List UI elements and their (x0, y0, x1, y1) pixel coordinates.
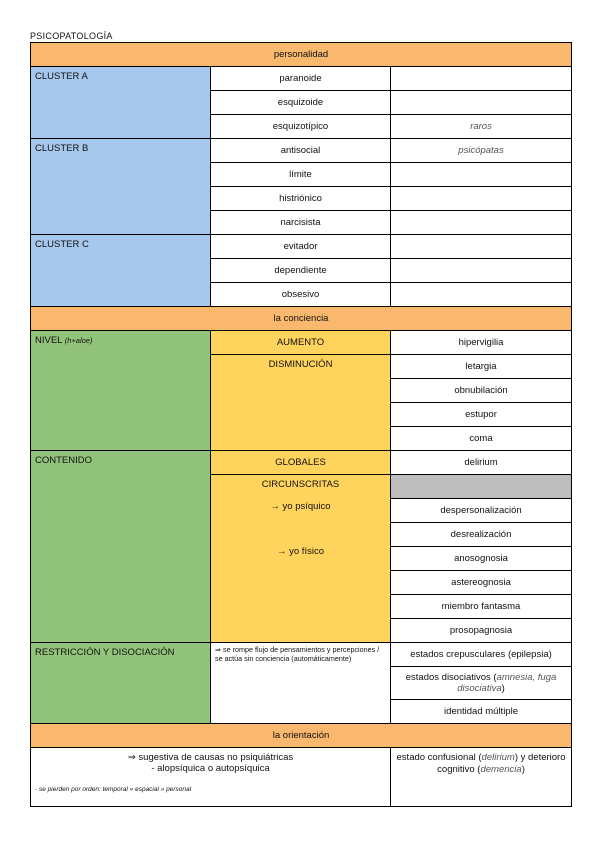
yo-fisico-label: → yo físico (277, 546, 324, 557)
disorder-evitador: evitador (211, 235, 391, 259)
section-header-conciencia: la conciencia (31, 307, 572, 331)
orient-right-a: estado confusional ( (396, 752, 482, 763)
circunscritas-block (211, 475, 391, 643)
note-empty (391, 187, 572, 211)
orientacion-left (31, 748, 391, 807)
disorder-narcisista: narcisista (211, 211, 391, 235)
note-empty (391, 259, 572, 283)
orientacion-line1: ⇒ sugestiva de causas no psiquiátricas (127, 752, 294, 763)
empty-gray-cell (391, 475, 572, 499)
section-header-personalidad: personalidad (31, 43, 572, 67)
orientacion-footnote: · se pierden por orden: temporal » espacial » personal (35, 786, 192, 793)
orient-right-e: ) (521, 763, 525, 775)
orient-right-c: ) y deterioro cognitivo ( (437, 752, 566, 775)
item-delirium: delirium (391, 451, 572, 475)
note-raros: raros (391, 115, 572, 139)
disorder-esquizoide: esquizoide (211, 91, 391, 115)
disorder-dependiente: dependiente (211, 259, 391, 283)
item-prosopagnosia: prosopagnosia (391, 619, 572, 643)
note-empty (391, 91, 572, 115)
globales-label: GLOBALES (211, 451, 391, 475)
item-crepusculares: estados crepusculares (epilepsia) (391, 643, 572, 667)
nivel-label (31, 331, 211, 451)
nivel-note: (h+aloe) (64, 336, 93, 345)
disminucion-label: DISMINUCIÓN (211, 355, 391, 451)
note-empty (391, 163, 572, 187)
disorder-histrionico: histriónico (211, 187, 391, 211)
note-empty (391, 67, 572, 91)
aumento-label: AUMENTO (211, 331, 391, 355)
item-coma: coma (391, 427, 572, 451)
section-header-orientacion: la orientación (31, 724, 572, 748)
item-despersonalizacion: despersonalización (391, 499, 572, 523)
disorder-esquizotipico: esquizotípico (211, 115, 391, 139)
note-empty (391, 235, 572, 259)
item-obnubilacion: obnubilación (391, 379, 572, 403)
orientacion-right (391, 748, 572, 807)
note-empty (391, 211, 572, 235)
restriccion-label: RESTRICCIÓN Y DISOCIACIÓN (31, 643, 211, 724)
contenido-label: CONTENIDO (31, 451, 211, 643)
item-anosognosia: anosognosia (391, 547, 572, 571)
note-empty (391, 283, 572, 307)
circunscritas-label: CIRCUNSCRITAS (261, 479, 340, 490)
disociativos-text-c: ) (501, 683, 505, 694)
psychopathology-table (30, 42, 572, 807)
cluster-b-label: CLUSTER B (31, 139, 211, 235)
item-desrealizacion: desrealización (391, 523, 572, 547)
orient-right-d: demencia (480, 763, 522, 775)
item-astereognosia: astereognosia (391, 571, 572, 595)
item-miembro-fantasma: miembro fantasma (391, 595, 572, 619)
disorder-obsesivo: obsesivo (211, 283, 391, 307)
item-disociativos (391, 667, 572, 700)
item-identidad-multiple: identidad múltiple (391, 700, 572, 724)
item-hipervigilia: hipervigilia (391, 331, 572, 355)
yo-psiquico-label: → yo psíquico (270, 501, 331, 512)
orient-right-b: delirium (481, 752, 515, 763)
cluster-c-label: CLUSTER C (31, 235, 211, 307)
item-estupor: estupor (391, 403, 572, 427)
disorder-limite: límite (211, 163, 391, 187)
item-letargia: letargia (391, 355, 572, 379)
disociativos-text-a: estados disociativos ( (405, 671, 497, 683)
disorder-paranoide: paranoide (211, 67, 391, 91)
page-title: PSICOPATOLOGÍA (30, 31, 113, 41)
disorder-antisocial: antisocial (211, 139, 391, 163)
restriccion-note: ⇒ se rompe flujo de pensamientos y percepciones / se actúa sin conciencia (automáticamente) (211, 643, 391, 724)
nivel-title: NIVEL (35, 335, 63, 346)
orientacion-line2: - alopsíquica o autopsíquica (151, 763, 270, 774)
cluster-a-label: CLUSTER A (31, 67, 211, 139)
disociativos-text-b: amnesia, fuga disociativa (457, 671, 557, 694)
note-psicopatas: psicópatas (391, 139, 572, 163)
